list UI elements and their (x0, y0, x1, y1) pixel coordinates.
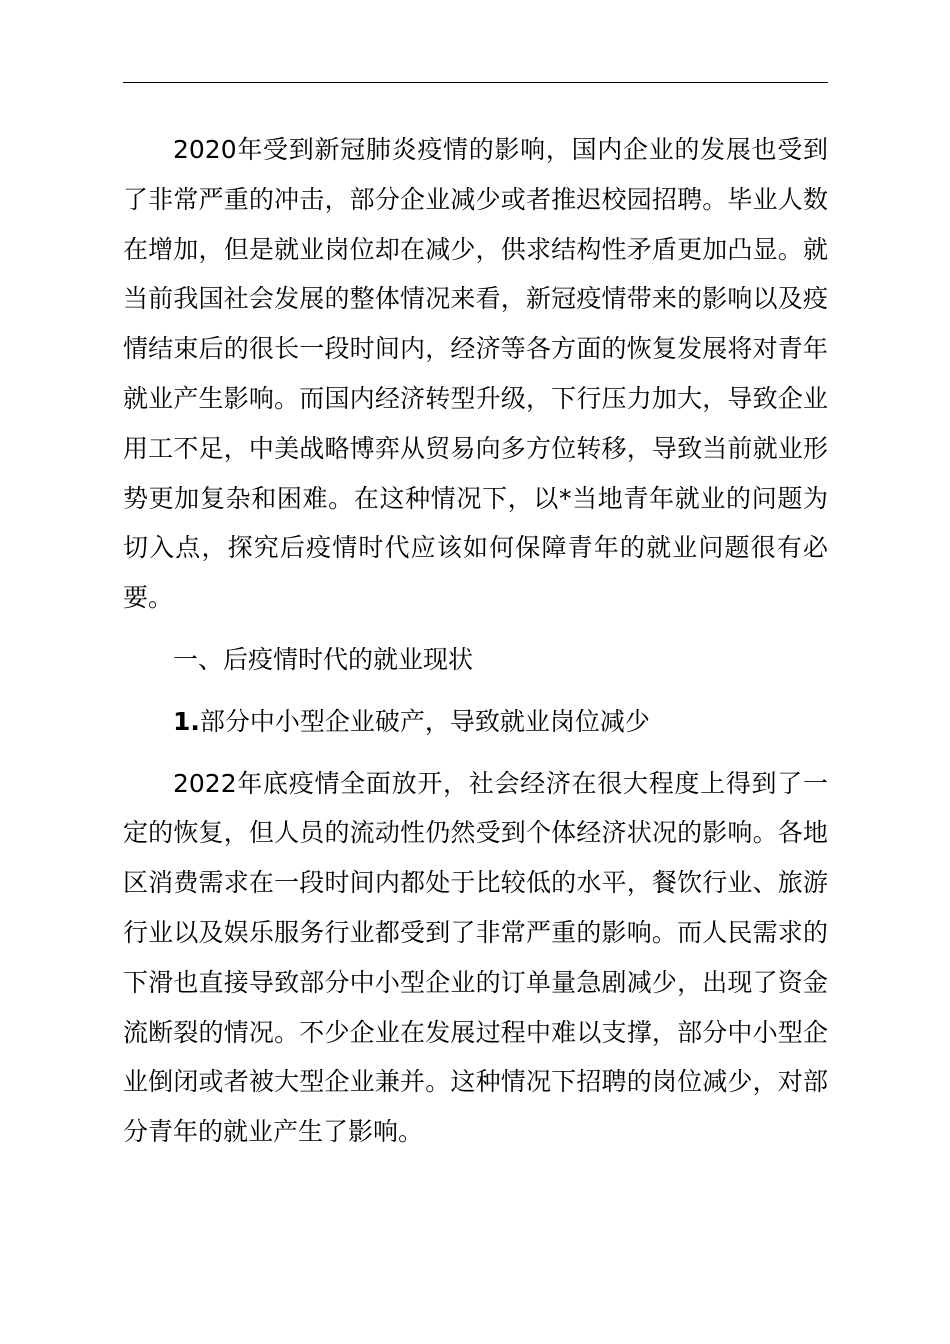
intro-paragraph: 2020年受到新冠肺炎疫情的影响，国内企业的发展也受到了非常严重的冲击，部分企业减少或者推迟校园招聘。毕业人数在增加，但是就业岗位却在减少，供求结构性矛盾更加凸显。就当前我国社会发展的整体情况来看，新冠疫情带来的影响以及疫情结束后的很长一段时间内，经济等各方面的恢复发展将对青年就业产生影响。而国内经济转型升级，下行压力加大，导致企业用工不足，中美战略博弈从贸易向多方位转移，导致当前就业形势更加复杂和困难。在这种情况下，以*当地青年就业的问题为切入点，探究后疫情时代应该如何保障青年的就业问题很有必要。 (123, 135, 828, 613)
section-heading: 一、后疫情时代的就业现状 (173, 644, 474, 674)
subheading-number: 1. (173, 706, 200, 736)
section-paragraph: 2022年底疫情全面放开，社会经济在很大程度上得到了一定的恢复，但人员的流动性仍然受到个体经济状况的影响。各地区消费需求在一段时间内都处于比较低的水平，餐饮行业、旅游行业以及娱乐服务行业都受到了非常严重的影响。而人民需求的下滑也直接导致部分中小型企业的订单量急剧减少，出现了资金流断裂的情况。不少企业在发展过程中难以支撑，部分中小型企业倒闭或者被大型企业兼并。这种情况下招聘的岗位减少，对部分青年的就业产生了影响。 (123, 768, 828, 1147)
document-body (123, 125, 828, 1157)
subheading-text: 部分中小型企业破产，导致就业岗位减少 (199, 706, 650, 736)
subheading (123, 697, 828, 747)
header-rule (123, 82, 828, 83)
